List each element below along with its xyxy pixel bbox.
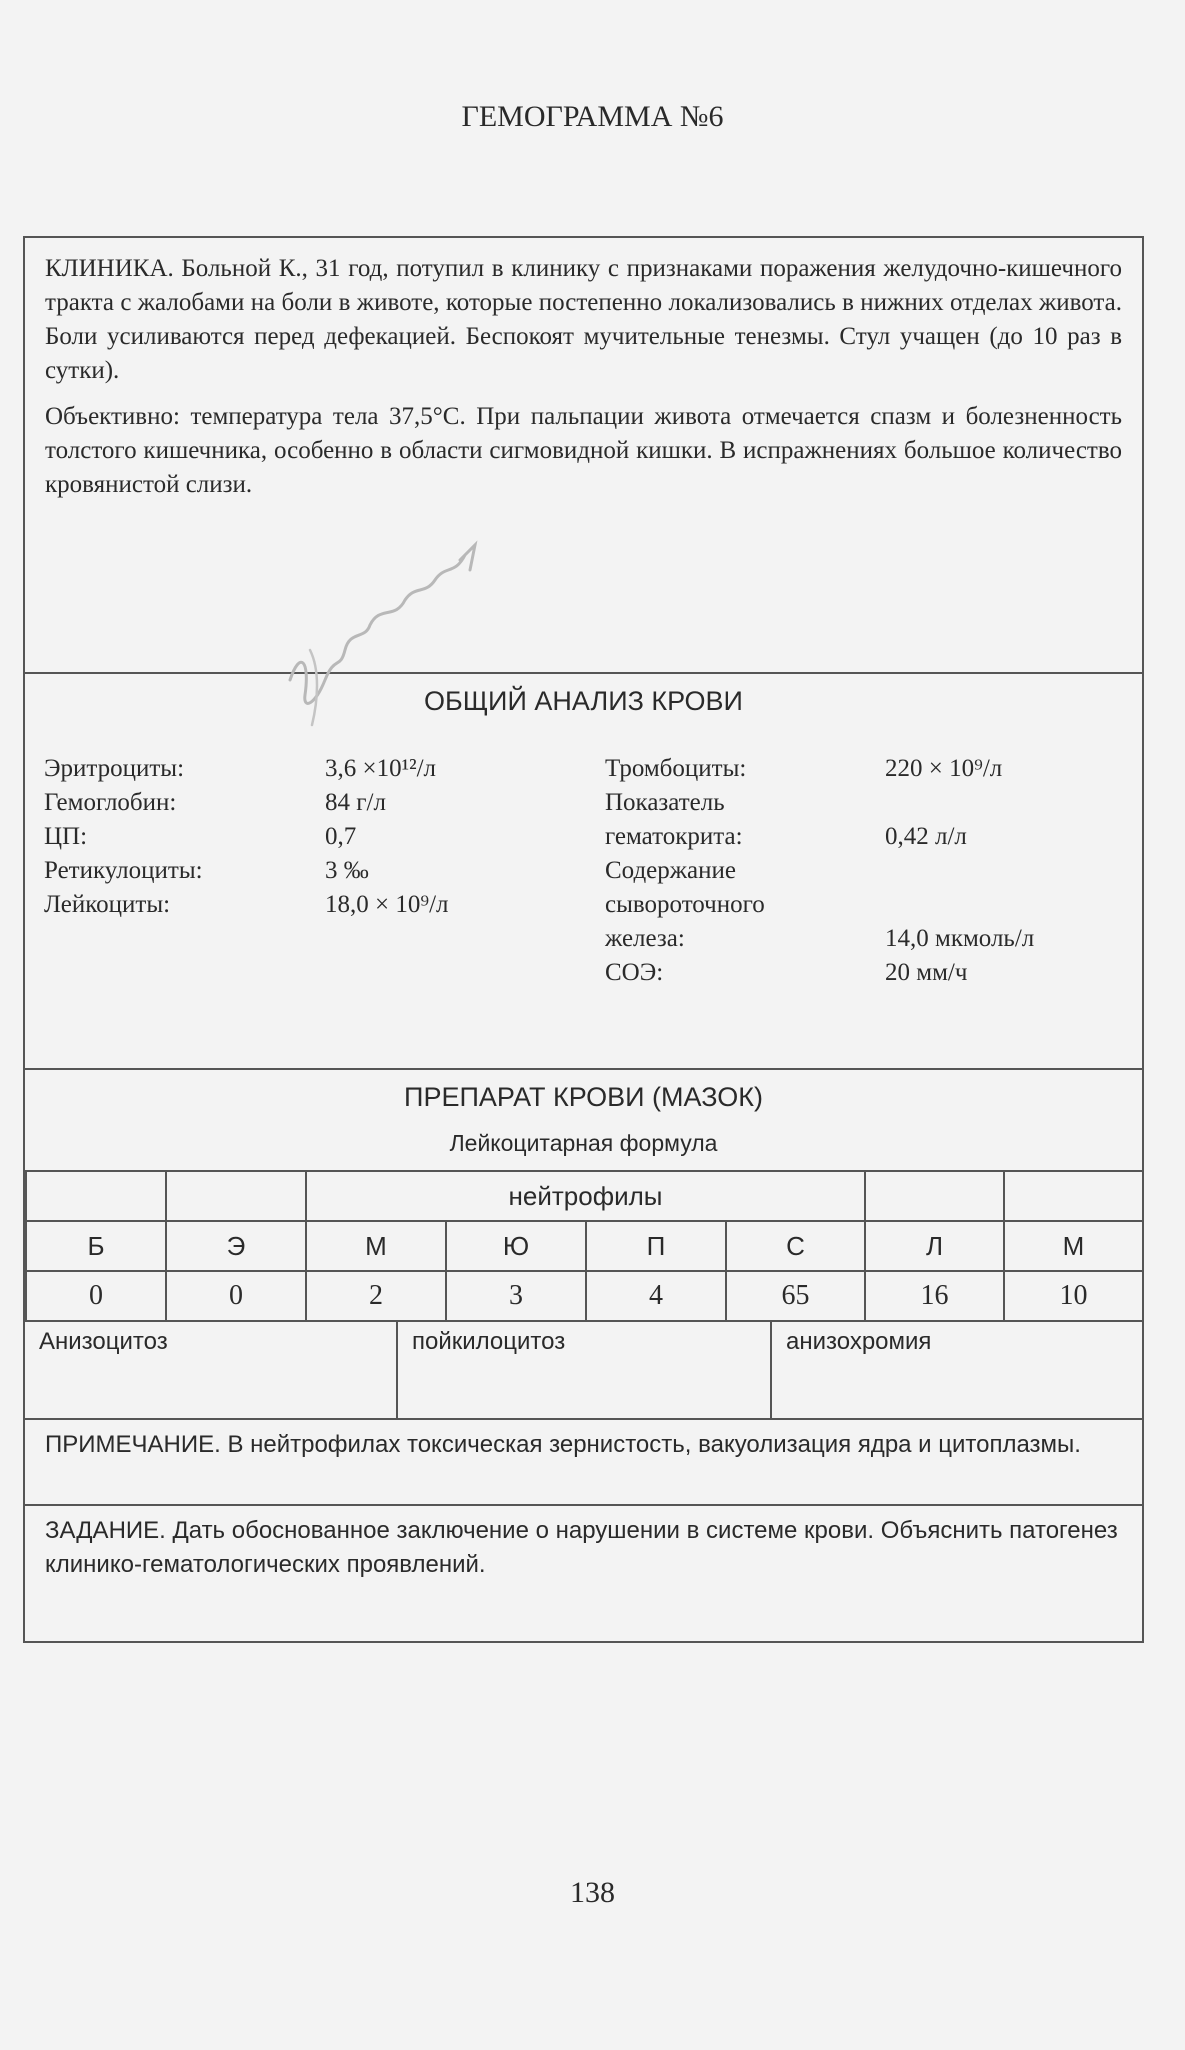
ci-value: 0,7 xyxy=(325,823,357,850)
blood-smear-section xyxy=(25,1070,1142,1625)
column-metamyelocytes: Ю xyxy=(446,1221,586,1271)
poikilocytosis-cell: пойкилоцитоз xyxy=(398,1322,772,1418)
header-cell xyxy=(865,1171,1004,1221)
value-monocytes: 10 xyxy=(1004,1271,1143,1321)
header-cell xyxy=(26,1171,166,1221)
header-cell xyxy=(166,1171,306,1221)
retic-value: 3 ‰ xyxy=(325,857,369,884)
anisochromia-cell: анизохромия xyxy=(786,1328,932,1355)
iron-label-line2: сывороточного xyxy=(605,891,765,918)
column-eosinophils: Э xyxy=(166,1221,306,1271)
iron-value: 14,0 мкмоль/л xyxy=(885,925,1035,952)
anisocytosis-cell: Анизоцитоз xyxy=(25,1322,398,1418)
note-section: ПРИМЕЧАНИЕ. В нейтрофилах токсическая зернистость, вакуолизация ядра и цитоплазмы. xyxy=(25,1420,1142,1506)
value-segmented: 65 xyxy=(726,1271,865,1321)
clinic-paragraph: КЛИНИКА. Больной К., 31 год, потупил в клинику с признаками поражения желудочно-кишечного тракта с жалобами на боли в животе, которые постепенно локализовались в нижних отделах живота. Боли усиливаются перед дефекацией. Беспокоят мучительные тенезмы. Стул учащен (до 10 раз в сутки). xyxy=(45,255,1122,384)
case-frame xyxy=(23,236,1144,1643)
hgb-value: 84 г/л xyxy=(325,789,386,816)
hct-value: 0,42 л/л xyxy=(885,823,967,850)
ci-label: ЦП: xyxy=(44,823,88,850)
table-header-row xyxy=(26,1171,1143,1221)
column-band: П xyxy=(586,1221,726,1271)
value-eosinophils: 0 xyxy=(166,1271,306,1321)
leukocyte-formula-title: Лейкоцитарная формула xyxy=(449,1130,718,1156)
hct-label-line2: гематокрита: xyxy=(605,823,743,850)
erythrocyte-morphology-row xyxy=(25,1320,1142,1420)
neutrophils-header: нейтрофилы xyxy=(306,1171,865,1221)
rbc-label: Эритроциты: xyxy=(44,755,185,782)
rbc-value: 3,6 ×10¹²/л xyxy=(325,755,437,782)
leukocyte-formula-table xyxy=(25,1170,1144,1322)
column-basophils: Б xyxy=(26,1221,166,1271)
platelets-value: 220 × 10⁹/л xyxy=(885,755,1003,782)
iron-label-line1: Содержание xyxy=(605,857,736,884)
table-values-row xyxy=(26,1271,1143,1321)
column-monocytes: М xyxy=(1004,1221,1143,1271)
document-title: ГЕМОГРАММА №6 xyxy=(461,100,724,133)
objective-paragraph: Объективно: температура тела 37,5°С. При пальпации живота отмечается спазм и болезненность толстого кишечника, особенно в области сигмовидной кишки. В испражнениях большое количество кровянистой слизи. xyxy=(45,403,1122,498)
clinic-section xyxy=(25,238,1142,674)
wbc-value: 18,0 × 10⁹/л xyxy=(325,891,449,918)
value-myelocytes: 2 xyxy=(306,1271,446,1321)
value-lymphocytes: 16 xyxy=(865,1271,1004,1321)
value-band: 4 xyxy=(586,1271,726,1321)
wbc-label: Лейкоциты: xyxy=(44,891,171,918)
column-segmented: С xyxy=(726,1221,865,1271)
platelets-label: Тромбоциты: xyxy=(605,755,747,782)
value-metamyelocytes: 3 xyxy=(446,1271,586,1321)
header-cell xyxy=(1004,1171,1143,1221)
page-number: 138 xyxy=(570,1876,615,1909)
column-myelocytes: М xyxy=(306,1221,446,1271)
handwritten-signature-icon xyxy=(270,530,500,730)
general-blood-analysis xyxy=(25,674,1142,1070)
iron-label-line3: железа: xyxy=(605,925,685,952)
hgb-label: Гемоглобин: xyxy=(44,789,177,816)
task-section: ЗАДАНИЕ. Дать обоснованное заключение о нарушении в системе крови. Объяснить патогенез клинико-гематологических проявлений. xyxy=(45,1517,1118,1578)
retic-label: Ретикулоциты: xyxy=(44,857,203,884)
section-title: ОБЩИЙ АНАЛИЗ КРОВИ xyxy=(424,686,743,716)
esr-label: СОЭ: xyxy=(605,959,664,986)
section-title: ПРЕПАРАТ КРОВИ (МАЗОК) xyxy=(404,1082,763,1112)
hct-label-line1: Показатель xyxy=(605,789,725,816)
esr-value: 20 мм/ч xyxy=(885,959,968,986)
value-basophils: 0 xyxy=(26,1271,166,1321)
column-lymphocytes: Л xyxy=(865,1221,1004,1271)
table-columns-row xyxy=(26,1221,1143,1271)
